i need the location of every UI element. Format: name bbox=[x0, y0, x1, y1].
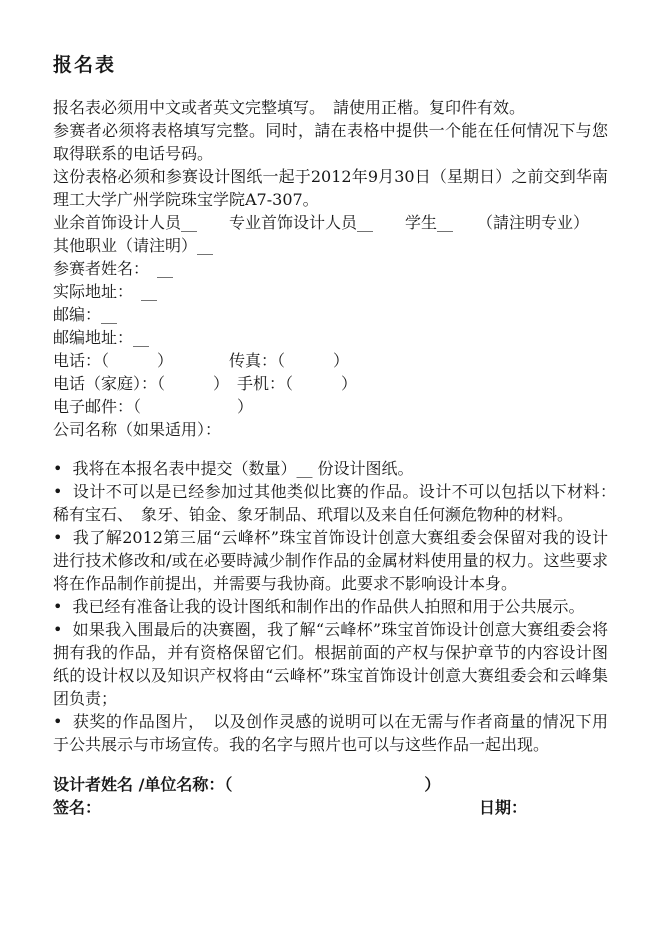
bullet-icon: • bbox=[53, 712, 63, 731]
declaration-text: 我将在本报名表中提交（数量）__ 份设计图纸。 bbox=[72, 459, 414, 478]
signature-date-line bbox=[53, 796, 608, 819]
declaration-item-modification-rights bbox=[53, 526, 608, 595]
field-applicant-name: 参赛者姓名： __ bbox=[53, 259, 174, 278]
instruction-complete-form: 参赛者必须将表格填写完整。同时，請在表格中提供一个能在任何情况下与您取得联系的电话号码。 bbox=[53, 121, 608, 163]
field-phone-fax: 电话：（ ） 传真：（ ） bbox=[53, 351, 350, 370]
declaration-item-quantity bbox=[53, 457, 608, 480]
bullet-icon: • bbox=[53, 528, 63, 547]
declaration-text: 如果我入围最后的决赛圈，我了解“云峰杯”珠宝首饰设计创意大赛组委会将拥有我的作品，并有资格保留它们。根据前面的产权与保护章节的内容设计图纸的设计权以及知识产权将由“云峰杯”珠宝首饰设计创意大赛组委会和云峰集团负责； bbox=[53, 620, 608, 708]
declaration-item-materials bbox=[53, 480, 625, 526]
declaration-item-ownership bbox=[53, 618, 608, 710]
sign-label: 签名： bbox=[53, 798, 102, 817]
designer-name-line: 设计者姓名 /单位名称：（ ） bbox=[53, 775, 441, 794]
page-content bbox=[0, 52, 661, 819]
declaration-text: 设计不可以是已经参加过其他类似比赛的作品。设计不可以包括以下材料： 稀有宝石、 象牙、铂金、象牙制品、玳瑁以及来自任何濒危物种的材料。 bbox=[53, 482, 625, 524]
field-email: 电子邮件：（ ） bbox=[53, 397, 254, 416]
declaration-item-public-display bbox=[53, 595, 608, 618]
bullet-icon: • bbox=[53, 482, 63, 501]
field-postal-address: 邮编地址：__ bbox=[53, 328, 150, 347]
category-options-line: 业余首饰设计人员__ 专业首饰设计人员__ 学生__ （請注明专业） bbox=[53, 213, 590, 232]
bullet-icon: • bbox=[53, 620, 63, 639]
field-actual-address: 实际地址： __ bbox=[53, 282, 158, 301]
date-label: 日期： bbox=[479, 798, 528, 817]
form-body bbox=[53, 96, 625, 819]
field-home-phone-mobile: 电话（家庭）：（ ） 手机：（ ） bbox=[53, 374, 358, 393]
declarations-list bbox=[53, 457, 625, 756]
declaration-text: 我了解2012第三届“云峰杯”珠宝首饰设计创意大赛组委会保留对我的设计进行技术修改和/或在必要時減少制作作品的金属材料使用量的权力。这些要求将在作品制作前提出，并需要与我协商。此要求不影响设计本身。 bbox=[53, 528, 608, 593]
declaration-text: 获奖的作品图片， 以及创作灵感的说明可以在无需与作者商量的情况下用于公共展示与市场宣传。我的名字与照片也可以与这些作品一起出现。 bbox=[53, 712, 608, 754]
field-postcode: 邮编：__ bbox=[53, 305, 118, 324]
instruction-fill-language: 报名表必须用中文或者英文完整填写。 請使用正楷。复印件有效。 bbox=[53, 98, 526, 117]
field-company-name: 公司名称（如果适用）： bbox=[53, 420, 222, 439]
declaration-text: 我已经有准备让我的设计图纸和制作出的作品供人拍照和用于公共展示。 bbox=[72, 597, 585, 616]
page-title: 报名表 bbox=[53, 54, 117, 76]
instruction-deadline: 这份表格必须和参赛设计图纸一起于2012年9月30日（星期日）之前交到华南理工大学广州学院珠宝学院A7-307。 bbox=[53, 167, 608, 209]
field-other-occupation: 其他职业（请注明）__ bbox=[53, 236, 214, 255]
bullet-icon: • bbox=[53, 597, 63, 616]
declaration-item-publicity bbox=[53, 710, 608, 756]
signature-section bbox=[53, 773, 608, 819]
bullet-icon: • bbox=[53, 459, 63, 478]
